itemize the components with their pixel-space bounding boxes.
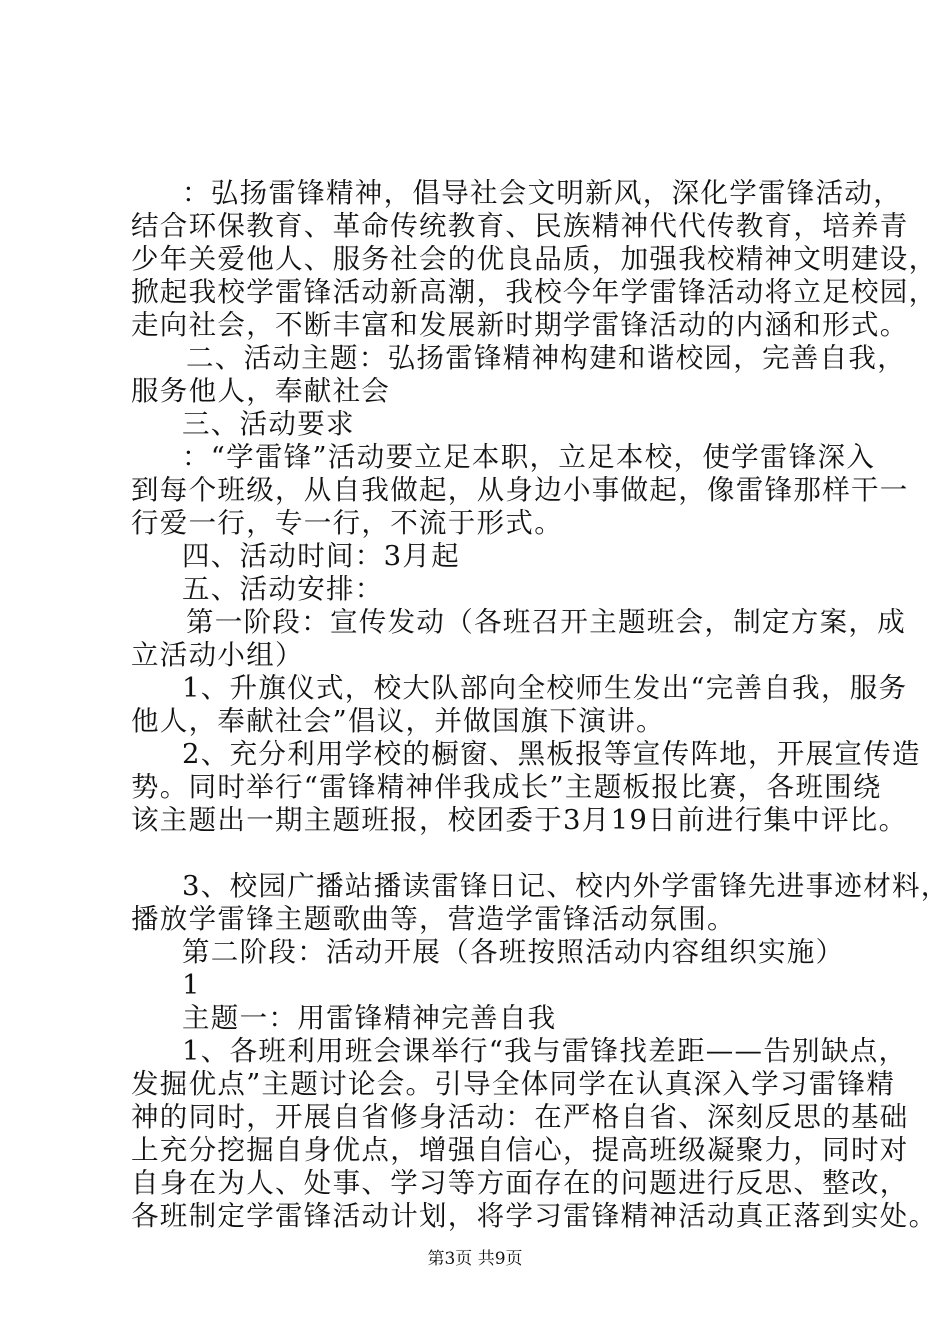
paragraph-line: 各班制定学雷锋活动计划，将学习雷锋精神活动真正落到实处。 [131, 1200, 938, 1232]
paragraph-line: 少年关爱他人、服务社会的优良品质，加强我校精神文明建设， [131, 243, 938, 275]
paragraph-line: 神的同时，开展自省修身活动：在严格自省、深刻反思的基础 [131, 1101, 909, 1133]
paragraph-line: 3、校园广播站播读雷锋日记、校内外学雷锋先进事迹材料， [182, 870, 950, 902]
paragraph-line: 发掘优点”主题讨论会。引导全体同学在认真深入学习雷锋精 [131, 1068, 896, 1100]
paragraph-line: 掀起我校学雷锋活动新高潮，我校今年学雷锋活动将立足校园， [131, 276, 938, 308]
stage-heading: 第二阶段：活动开展（各班按照活动内容组织实施） [182, 936, 845, 968]
page-marker: 1 [182, 969, 201, 1001]
page-footer: 第3页 共9页 [427, 1249, 523, 1269]
paragraph-line: 到每个班级，从自我做起，从身边小事做起，像雷锋那样干一 [131, 474, 909, 506]
paragraph-line: 走向社会，不断丰富和发展新时期学雷锋活动的内涵和形式。 [131, 309, 909, 341]
paragraph-line: 立活动小组） [131, 639, 304, 671]
paragraph-line: 服务他人，奉献社会 [131, 375, 391, 407]
paragraph-line: 结合环保教育、革命传统教育、民族精神代代传教育，培养青 [131, 210, 909, 242]
paragraph-line: 1、各班利用班会课举行“我与雷锋找差距——告别缺点， [182, 1035, 908, 1067]
section-heading: 五、活动安排： [182, 573, 384, 605]
paragraph-line: 播放学雷锋主题歌曲等，营造学雷锋活动氛围。 [131, 903, 736, 935]
topic-heading: 主题一：用雷锋精神完善自我 [182, 1002, 557, 1034]
paragraph-line: 该主题出一期主题班报，校团委于3月19日前进行集中评比。 [131, 804, 908, 836]
paragraph-line: 1、升旗仪式，校大队部向全校师生发出“完善自我，服务 [182, 672, 908, 704]
paragraph-line: 他人，奉献社会”倡议，并做国旗下演讲。 [131, 705, 665, 737]
paragraph-line: 自身在为人、处事、学习等方面存在的问题进行反思、整改， [131, 1167, 909, 1199]
paragraph-line: 行爱一行，专一行，不流于形式。 [131, 507, 563, 539]
paragraph-line: 势。同时举行“雷锋精神伴我成长”主题板报比赛，各班围绕 [131, 771, 882, 803]
paragraph-line: 2、充分利用学校的橱窗、黑板报等宣传阵地，开展宣传造 [182, 738, 921, 770]
paragraph-line: ：“学雷锋”活动要立足本职，立足本校，使学雷锋深入 [182, 441, 876, 473]
stage-heading: 第一阶段：宣传发动（各班召开主题班会，制定方案，成 [186, 606, 906, 638]
paragraph-line: ：弘扬雷锋精神，倡导社会文明新风，深化学雷锋活动， [182, 177, 902, 209]
paragraph-line: 上充分挖掘自身优点，增强自信心，提高班级凝聚力，同时对 [131, 1134, 909, 1166]
section-heading: 四、活动时间：3月起 [182, 540, 460, 572]
section-heading: 二、活动主题：弘扬雷锋精神构建和谐校园，完善自我， [186, 342, 906, 374]
section-heading: 三、活动要求 [182, 408, 355, 440]
